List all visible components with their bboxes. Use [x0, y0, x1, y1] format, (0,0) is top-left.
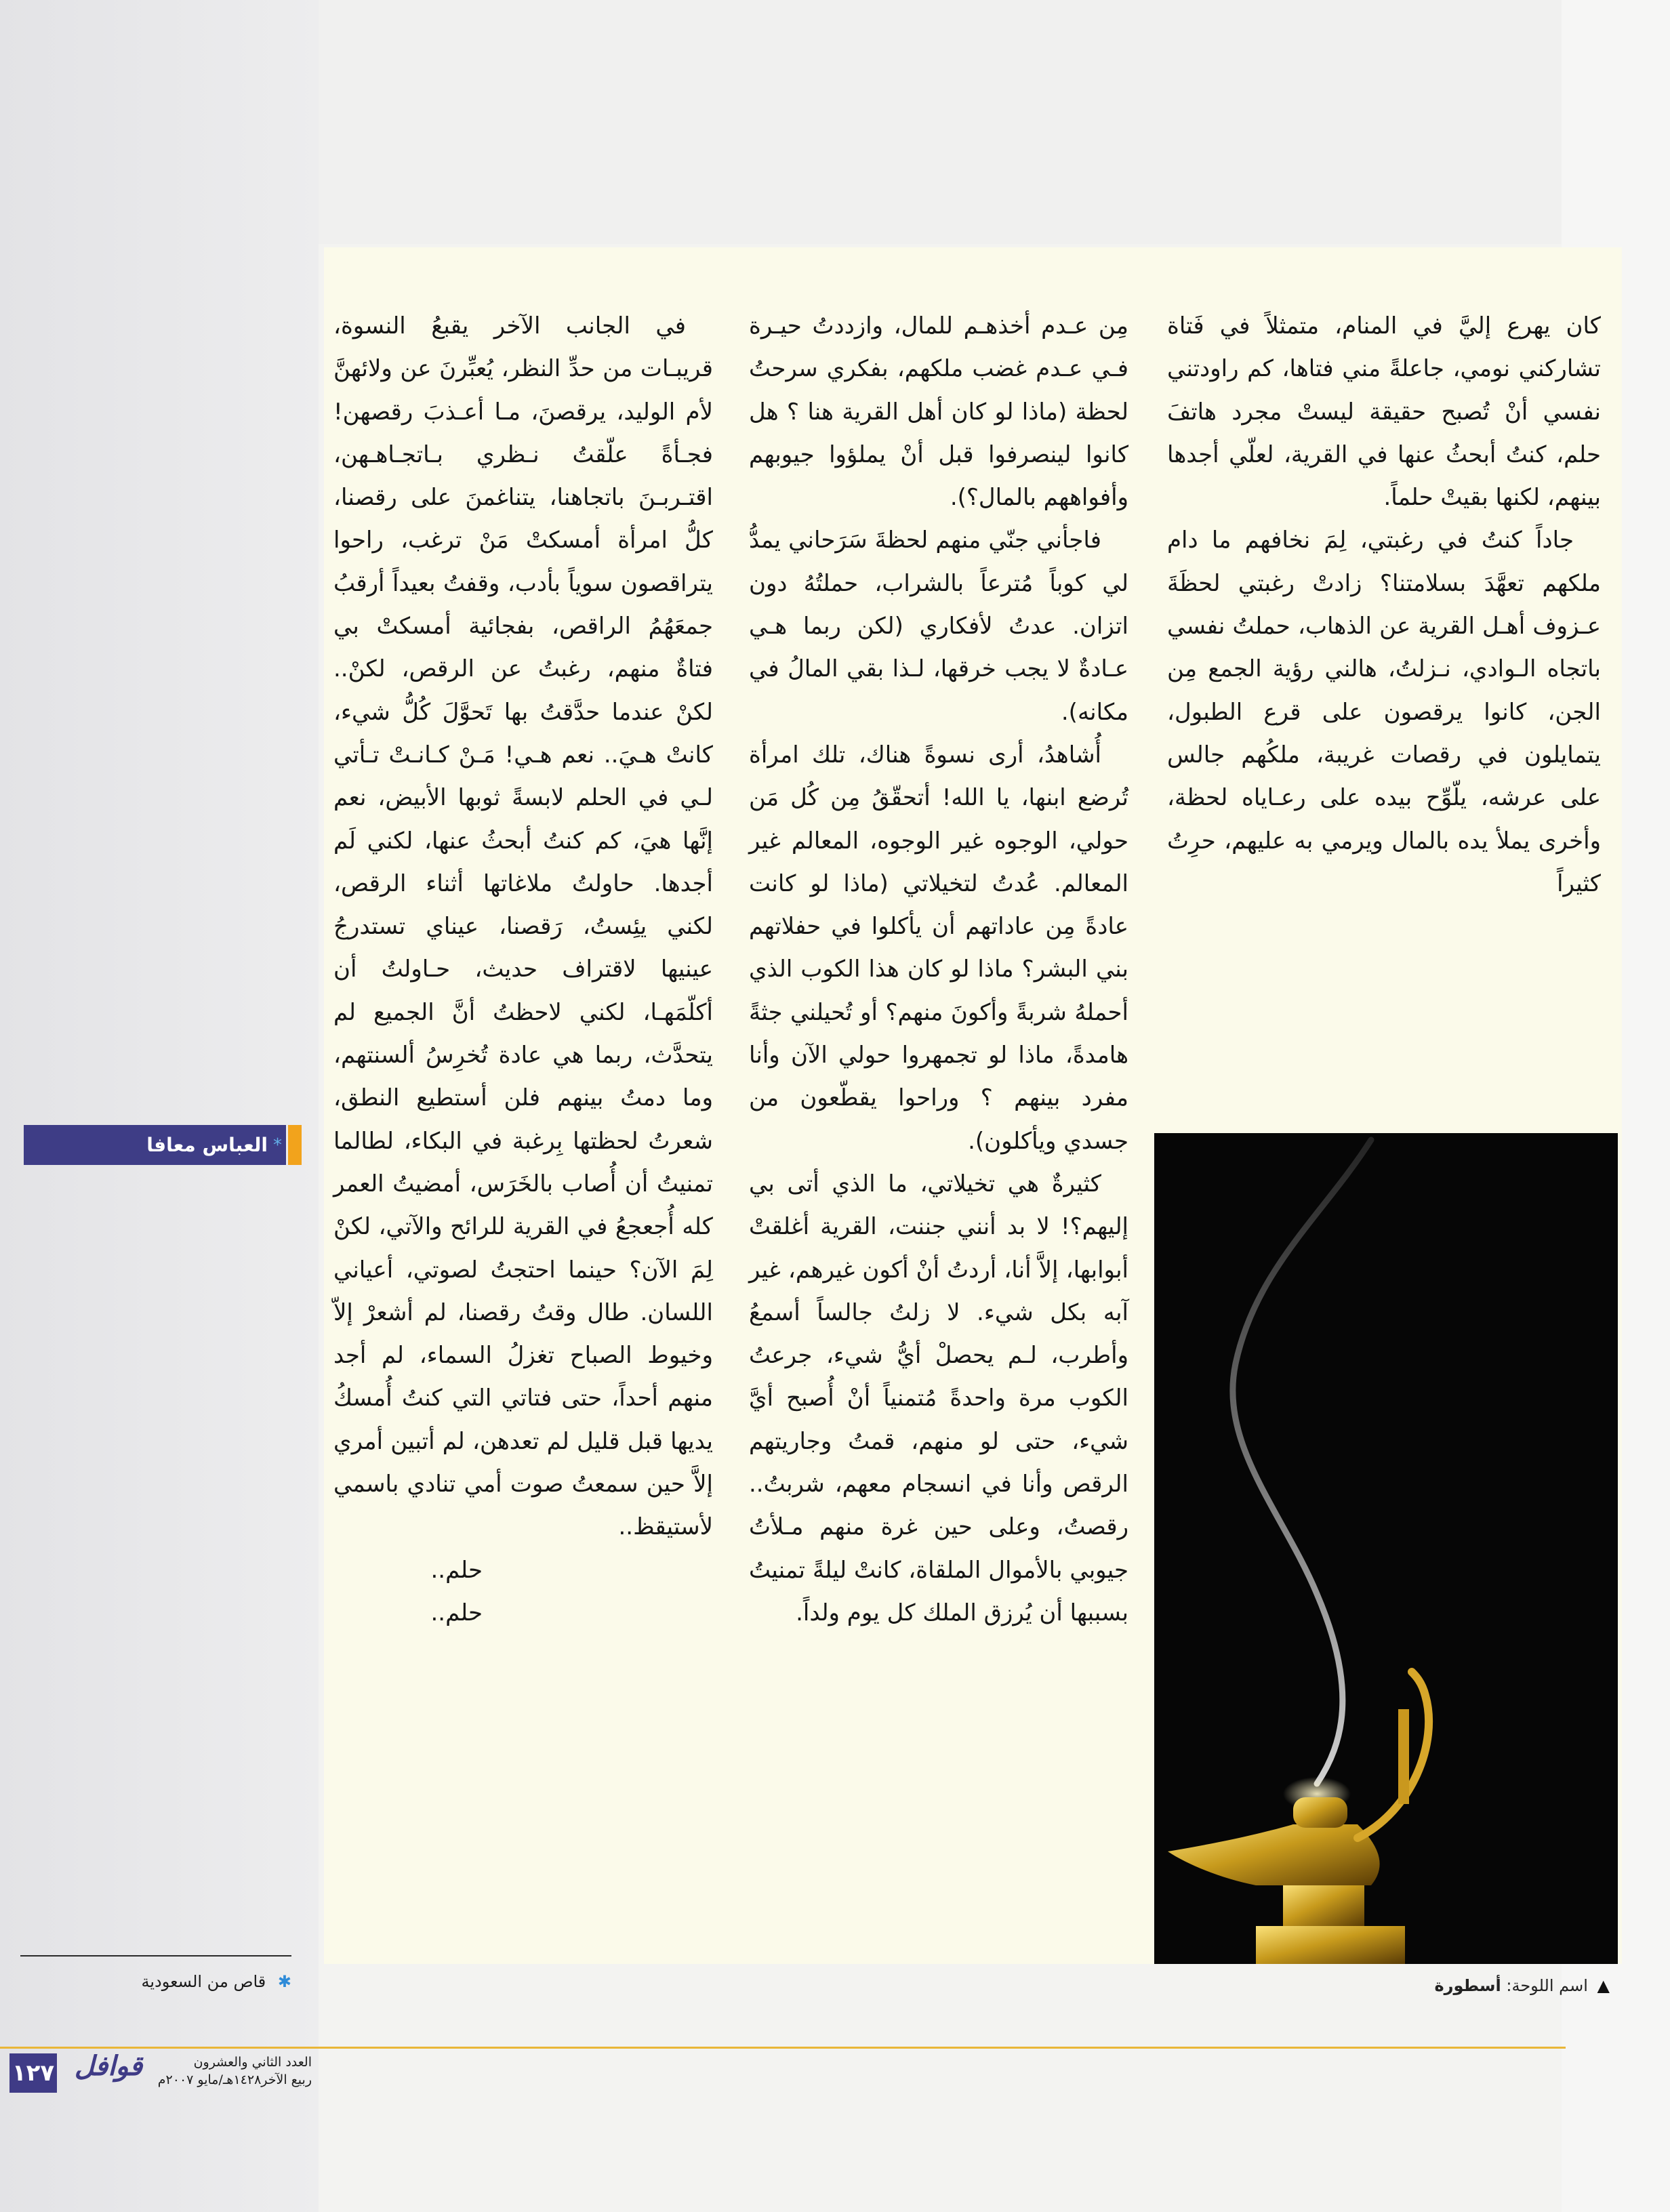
star-bullet-icon: ✱: [277, 1972, 291, 1991]
paragraph: مِن عـدم أخذهـم للمال، وازددتُ حيـرة فـي عـدم غضب ملكهم، بفكري سرحتُ لحظة (ماذا لو كان أهل القرية هنا ؟ هل كانوا لينصرفوا قبل أنْ يملؤوا جيوبهم وأفواههم بالمال؟).: [749, 312, 1128, 512]
author-bio: [108, 1972, 291, 1991]
caption-label: اسم اللوحة:: [1506, 1976, 1588, 1995]
paragraph: فاجأني جنّي منهم لحظةَ سَرَحاني يمدُّ لي كوباً مُترعاً بالشراب، حملتُهُ دون اتزان. عدتُ لأفكاري (لكن ربما هـي عـادةٌ لا يجب خرقها، لـذا بقي المالُ في مكانه).: [749, 527, 1128, 726]
paragraph: في الجانب الآخر يقبعُ النسوة، قريبـات من حدِّ النظر، يُعبِّرنَ عن ولائهنَّ لأم الوليد، يرقصنَ، مـا أعـذبَ رقصهن! فجـأةً علّقتُ نـظري بـاتجـاهـهن، اقتـربـنَ باتجاهنا، يتناغمنَ على رقصنا، كلُّ امرأة أمسكتْ مَنْ ترغب، راحوا يتراقصون سوياً بأدب، وقفتُ بعيداً أرقبُ جمعَهُمُ الراقص، بفجائية أمسكتْ بي فتاةٌ منهم، رغبتُ عن الرقص، لكنْ.. لكنْ عندما حدَّقتُ بها تَحوَّلَ كُلُّ شيء، كانتْ هـيَ.. نعم هـي! مَـنْ كـانـتْ تـأتي لـي في الحلم لابسةً ثوبها الأبيض، نعم إنَّها هيَ، كم كنتُ أبحثُ عنها، لكني لَم أجدها. حاولتُ ملاغاتها أثناء الرقص، لكني يئِستُ، رَقصنا، عيناي تستدرجُ عينيها لاقتراف حديث، حـاولتُ أن أكلّمَهـا، لكني لاحظتُ أنَّ الجميع لم يتحدَّث، ربما هي عادة تُخرِسُ ألسنتهم، وما دمتُ بينهم فلن أستطيع النطق، شعرتُ لحظتها بِرغبة في البكاء، لطالما تمنيتُ أن أُصاب بالخَرَس، أمضيتُ العمر كله أُجعجعُ في القرية للرائح والآتي، لكنْ لِمَ الآن؟ حينما احتجتُ لصوتي، أعياني اللسان. طال وقتُ رقصنا، لم أشعرْ إلاّ وخيوط الصباح تغزلُ السماء، لم أجد منهم أحداً، حتى فتاتي التي كنتُ أُمسكُ يديها قبل قليل لم تعدهن، لم أتبين أمري إلاَّ حين سمعتُ صوت أمي تنادي باسمي لأستيقظ..: [333, 312, 713, 1541]
issue-info: [156, 2053, 312, 2089]
top-margin-band: [319, 0, 1566, 244]
triangle-caption-icon: ▲: [1597, 1976, 1610, 1995]
paragraph-ending-1: حلم..: [430, 1556, 483, 1584]
caption-value: أسطورة: [1434, 1976, 1501, 1995]
magazine-logo: قوافل: [74, 2049, 143, 2082]
paragraph: جاداً كنتُ في رغبتي، لِمَ نخافهم ما دام ملكهم تعهَّدَ بسلامتنا؟ زادتْ رغبتي لحظَةَ عـزوف أهـل القرية عن الذهاب، حملتُ نفسي باتجاه الـوادي، نـزلتُ، هالني رؤية الجمع مِن الجن، كانوا يرقصون على قرع الطبول، يتمايلون في رقصات غريبة، ملكُهم جالس على عرشه، يلّوِّح بيده على رعـاياه لحظة، وأخرى يملأ يده بالمال ويرمي به عليهم، حرِتُ كثيراً: [1167, 527, 1601, 897]
author-name-bar: [24, 1125, 286, 1165]
image-caption: [1244, 1976, 1610, 1995]
article-column-left: [333, 305, 713, 1635]
issue-number: العدد الثاني والعشرون: [193, 2055, 312, 2070]
article-column-right: [1167, 305, 1601, 905]
paragraph-ending-2: حلم..: [430, 1599, 483, 1626]
author-name: العباس معافا: [146, 1134, 268, 1156]
paragraph: أُشاهدُ، أرى نسوةً هناك، تلك امرأة تُرضع ابنها، يا الله! أتحقّقُ مِن كُل مَن حولي، الوجوه غير الوجوه، المعالم غير المعالم. عُدتُ لتخيلاتي (ماذا لو كانت عادةً مِن عاداتهم أن يأكلوا في حفلاتهم بني البشر؟ ماذا لو كان هذا الكوب الذي أحملهُ شربةً وأكونَ منهم؟ أو تُحيلني جثةً هامدةً، ماذا لو تجمهروا حولي الآن وأنا مفرد بينهم ؟ وراحوا يقطّعون من جسدي ويأكلون).: [749, 741, 1128, 1155]
footer-rule: [0, 2047, 1566, 2049]
star-bullet-icon: *: [273, 1134, 282, 1155]
paragraph: كان يهرع إليَّ في المنام، متمثلاً في فَتاة تشاركني نومي، جاعلةً مني فتاها، كم راودتني نفسي أنْ تُصبح حقيقة ليستْ مجرد هاتفَ حلم، كنتُ أبحثُ عنها في القرية، لعلّي أجدها بينهم، لكنها بقيتْ حلماً.: [1167, 312, 1601, 512]
left-margin-band: [0, 0, 319, 2212]
author-bio-text: قاص من السعودية: [141, 1972, 266, 1991]
lamp-photo: [1154, 1133, 1618, 1964]
lamp-photo-illustration: [1154, 1133, 1618, 1964]
article-column-middle: [749, 305, 1128, 1635]
page-number: ١٢٧: [9, 2053, 57, 2093]
issue-date: ربيع الآخر١٤٢٨هـ/مايو ٢٠٠٧م: [157, 2072, 312, 2087]
paragraph: كثيرةٌ هي تخيلاتي، ما الذي أتى بي إليهم؟! لا بد أنني جننت، القرية أغلقتْ أبوابها، إلاَّ أنا، أردتُ أنْ أكون غيرهم، غير آبه بكل شيء. لا زلتُ جالساً أسمعُ وأطرب، لـم يحصلْ أيُّ شيء، جرعتُ الكوب مرة واحدةً مُتمنياً أنْ أُصبح أيَّ شيء، حتى لو منهم، قمتُ وجاريتهم الرقص وأنا في انسجام معهم، شربتُ.. رقصتُ، وعلى حين غرة منهم مـلأتُ جيوبي بالأموال الملقاة، كانتْ ليلةً تمنيتُ بسببها أن يُرزق الملك كل يوم ولداً.: [749, 1170, 1128, 1626]
author-accent-bar: [288, 1125, 302, 1165]
bio-divider: [20, 1955, 291, 1957]
